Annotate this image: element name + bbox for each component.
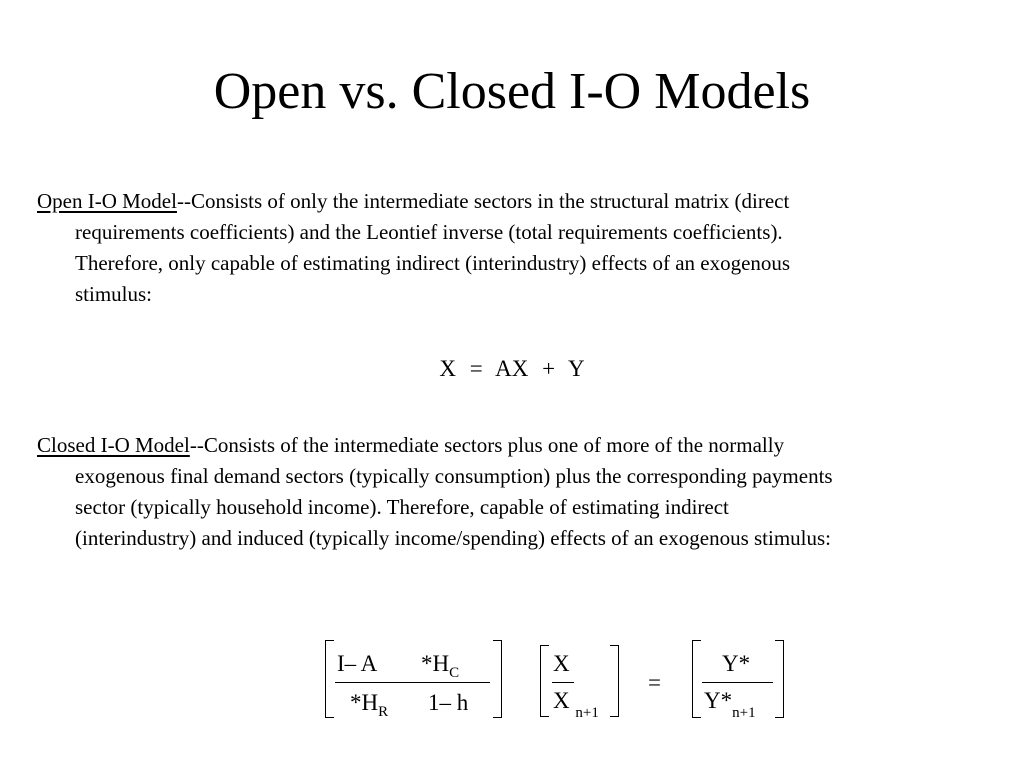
matrix-a-cell-1-2-base: *H	[421, 651, 450, 676]
vector-x-element-2-subscript: n+1	[575, 705, 599, 721]
open-model-line-1	[37, 186, 1007, 217]
open-model-line-3: Therefore, only capable of estimating indirect (interindustry) effects of an exogenous	[75, 251, 791, 275]
vector-x-element-2	[553, 688, 599, 721]
open-model-paragraph	[37, 186, 1007, 310]
closed-model-term: Closed I-O Model	[37, 433, 190, 457]
closed-model-line-3: sector (typically household income). Therefore, capable of estimating indirect	[75, 495, 729, 519]
vector-y-left-bracket	[692, 640, 701, 718]
closed-model-line-1	[37, 430, 1007, 461]
slide-title: Open vs. Closed I-O Models	[213, 63, 811, 120]
matrix-a-partition-line	[335, 682, 490, 683]
vector-y-right-bracket	[775, 640, 784, 718]
matrix-a-left-bracket	[325, 640, 334, 718]
open-model-equation: X = AX + Y	[439, 356, 585, 381]
vector-y-element-2-base: Y*	[704, 688, 733, 713]
matrix-a-cell-1-1: I– A	[337, 651, 378, 676]
matrix-a-cell-2-1-base: *H	[350, 690, 379, 715]
matrix-a-cell-1-2	[421, 651, 459, 680]
vector-x-right-bracket	[610, 645, 619, 717]
vector-x-left-bracket	[540, 645, 549, 717]
vector-x-partition-line	[552, 682, 574, 683]
closed-model-line-4: (interindustry) and induced (typically income/spending) effects of an exogenous stimulus:	[75, 526, 832, 550]
closed-model-text-1: --Consists of the intermediate sectors plus one of more of the normally	[189, 433, 785, 457]
matrix-a-cell-1-2-subscript: C	[449, 665, 460, 681]
matrix-a-right-bracket	[493, 640, 502, 718]
open-model-line-4: stimulus:	[75, 282, 153, 306]
matrix-equals-sign: =	[648, 670, 661, 695]
closed-model-line-2: exogenous final demand sectors (typically consumption) plus the corresponding payments	[75, 464, 833, 488]
vector-x-element-2-base: X	[553, 688, 570, 713]
matrix-a-cell-2-1	[350, 690, 388, 719]
vector-x-element-1: X	[553, 651, 570, 676]
vector-y-partition-line	[702, 682, 773, 683]
vector-y-element-2-subscript: n+1	[732, 705, 756, 721]
closed-model-paragraph	[37, 430, 1007, 554]
matrix-a-cell-2-1-subscript: R	[378, 704, 389, 720]
vector-y-element-2	[704, 688, 756, 721]
open-model-term: Open I-O Model	[37, 189, 177, 213]
open-model-line-2: requirements coefficients) and the Leontief inverse (total requirements coefficients).	[75, 220, 783, 244]
vector-y-element-1: Y*	[722, 651, 751, 676]
open-model-text-1: --Consists of only the intermediate sectors in the structural matrix (direct	[176, 189, 790, 213]
matrix-a-cell-2-2: 1– h	[428, 690, 469, 715]
